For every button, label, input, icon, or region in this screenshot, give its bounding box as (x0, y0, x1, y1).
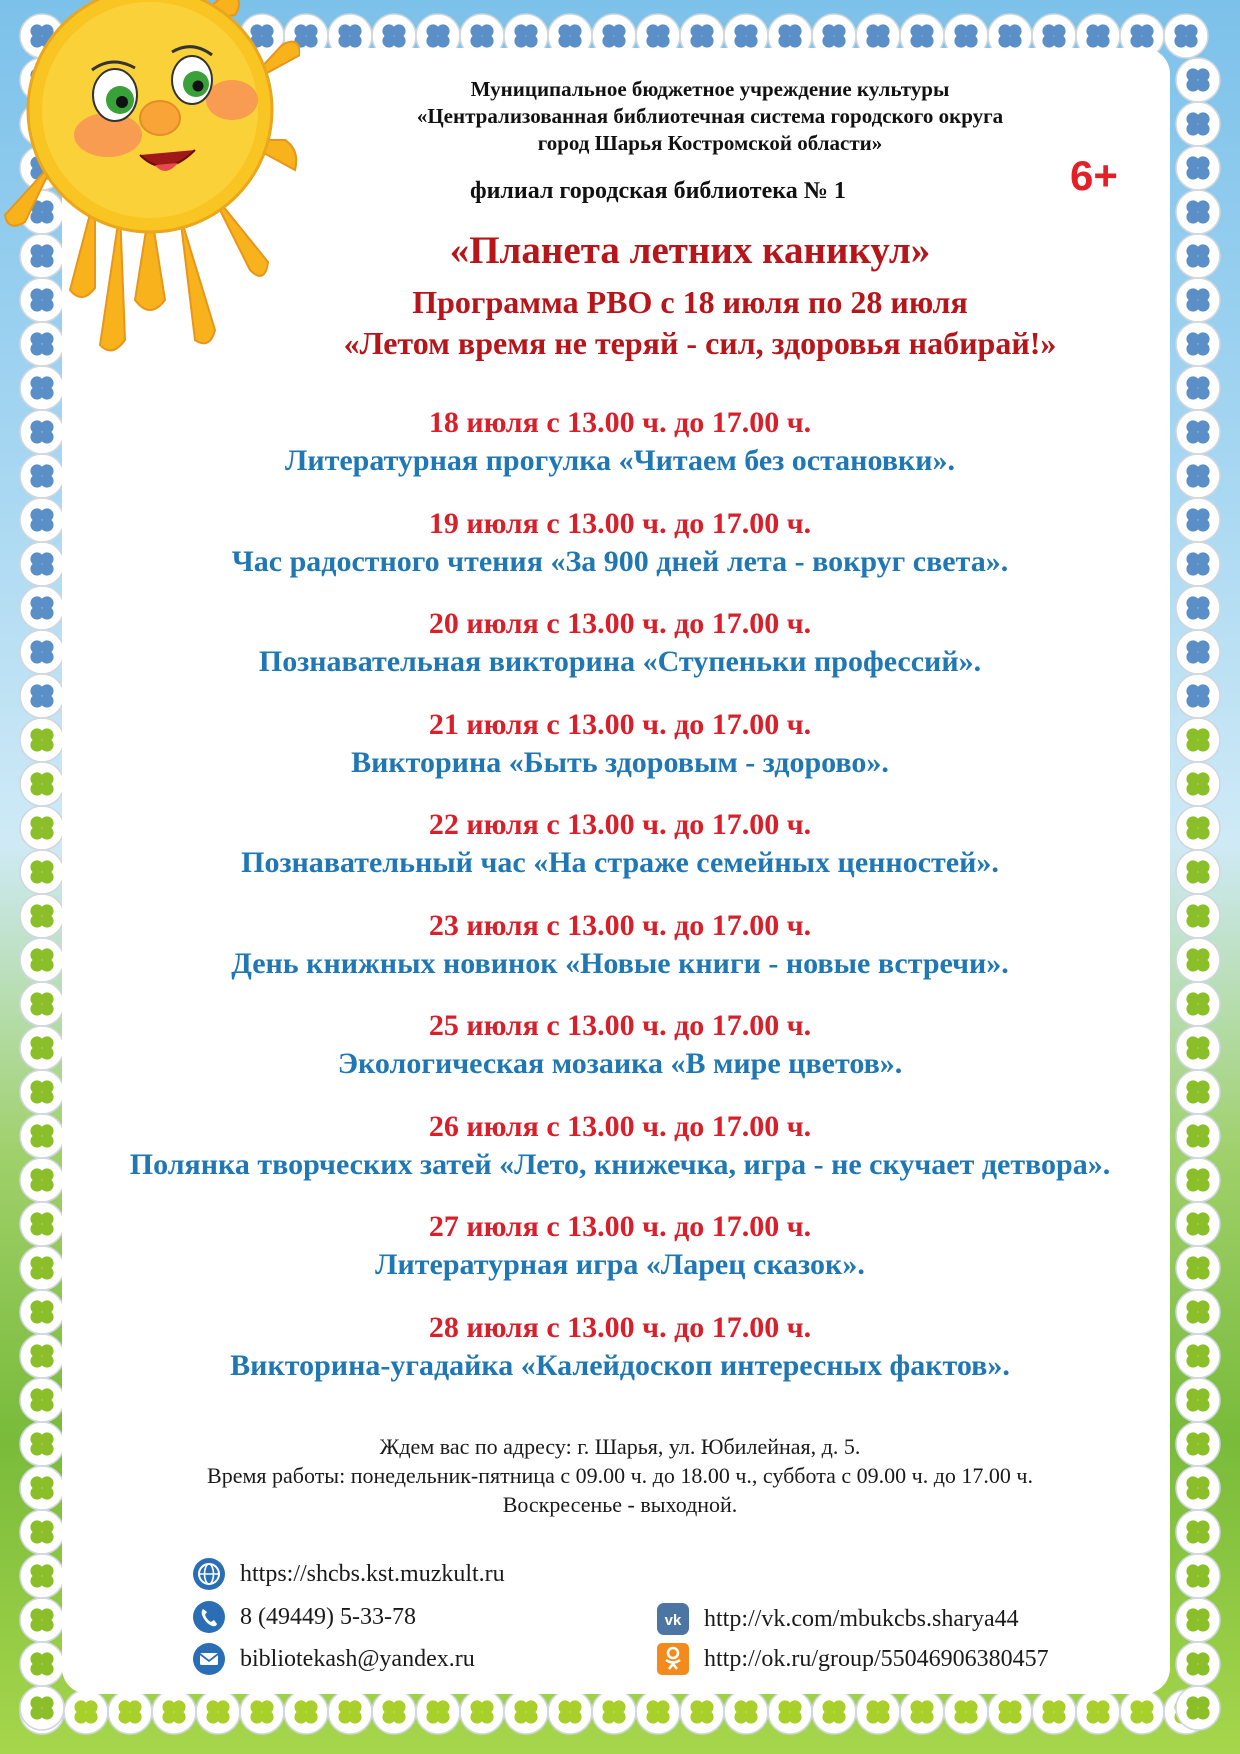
border-clover (20, 1598, 64, 1642)
events-list (80, 404, 1160, 1409)
border-clover (196, 1690, 240, 1734)
border-clover (20, 762, 64, 806)
sun-illustration (0, 0, 300, 370)
border-clover (900, 1690, 944, 1734)
border-clover (1176, 1422, 1220, 1466)
border-clover (20, 1510, 64, 1554)
border-clover (1032, 1690, 1076, 1734)
program-title: «Планета летних каникул» (449, 229, 931, 272)
event-date: 22 июля с 13.00 ч. до 17.00 ч. (428, 808, 812, 841)
program-subtitle: Программа РВО с 18 июля по 28 июля (412, 284, 968, 320)
organization-name (330, 76, 1090, 157)
org-line-3: город Шарья Костромской области» (537, 131, 883, 155)
border-clover (20, 850, 64, 894)
border-clover (1176, 234, 1220, 278)
border-clover (1176, 1026, 1220, 1070)
border-clover (1176, 1334, 1220, 1378)
border-clover (20, 1290, 64, 1334)
border-clover (1176, 982, 1220, 1026)
border-clover (1176, 630, 1220, 674)
website-link[interactable]: https://shcbs.kst.muzkult.ru (240, 1560, 505, 1587)
border-clover (20, 630, 64, 674)
email-contact[interactable] (192, 1643, 475, 1675)
border-clover (1176, 938, 1220, 982)
border-clover (1176, 1114, 1220, 1158)
ok-link[interactable]: http://ok.ru/group/55046906380457 (704, 1645, 1049, 1672)
border-clover (20, 1378, 64, 1422)
email-address[interactable]: bibliotekash@yandex.ru (240, 1645, 475, 1672)
border-clover (284, 1690, 328, 1734)
event-description: Экологическая мозаика «В мире цветов». (337, 1047, 903, 1080)
border-clover (1176, 1070, 1220, 1114)
border-clover (328, 1690, 372, 1734)
border-clover (548, 1690, 592, 1734)
border-clover (1176, 1246, 1220, 1290)
address-text: Ждем вас по адресу: г. Шарья, ул. Юбилейная, д. 5. (379, 1434, 861, 1459)
border-clover (20, 718, 64, 762)
border-clover (20, 982, 64, 1026)
border-clover (1176, 806, 1220, 850)
border-clover (1176, 102, 1220, 146)
border-clover (20, 938, 64, 982)
event-date: 27 июля с 13.00 ч. до 17.00 ч. (428, 1210, 812, 1243)
border-clover (1176, 894, 1220, 938)
border-clover (768, 1690, 812, 1734)
age-rating-badge: 6+ (1070, 152, 1118, 199)
border-clover (20, 1158, 64, 1202)
border-clover (1176, 1554, 1220, 1598)
border-clover (20, 1466, 64, 1510)
border-clover (20, 1246, 64, 1290)
border-clover (20, 366, 64, 410)
border-clover (1120, 1690, 1164, 1734)
border-clover (1176, 1598, 1220, 1642)
border-clover (1176, 410, 1220, 454)
border-clover (1164, 14, 1208, 58)
border-clover (1176, 674, 1220, 718)
org-line-1: Муниципальное бюджетное учреждение культуры (470, 77, 950, 101)
event-date: 20 июля с 13.00 ч. до 17.00 ч. (428, 607, 812, 640)
vk-icon (656, 1602, 690, 1636)
border-clover (20, 1642, 64, 1686)
event-date: 26 июля с 13.00 ч. до 17.00 ч. (428, 1109, 812, 1143)
svg-text:vk: vk (664, 1612, 682, 1629)
event-item (80, 404, 1160, 505)
border-clover (592, 1690, 636, 1734)
border-clover (1176, 718, 1220, 762)
vk-link[interactable]: http://vk.com/mbukcbs.sharya44 (704, 1605, 1019, 1632)
event-date: 25 июля с 13.00 ч. до 17.00 ч. (428, 1009, 812, 1042)
border-clover (372, 1690, 416, 1734)
border-clover (20, 1334, 64, 1378)
border-clover (1176, 1290, 1220, 1334)
border-clover (1176, 1510, 1220, 1554)
border-clover (1176, 146, 1220, 190)
mail-icon (192, 1642, 226, 1676)
border-clover (416, 1690, 460, 1734)
border-clover (460, 1690, 504, 1734)
event-item (80, 1007, 1160, 1108)
border-clover (1176, 762, 1220, 806)
border-clover (636, 1690, 680, 1734)
border-clover (1076, 1690, 1120, 1734)
event-description: Викторина-угадайка «Калейдоскоп интересных фактов». (230, 1348, 1010, 1382)
border-clover (20, 498, 64, 542)
border-clover (1176, 498, 1220, 542)
border-clover (20, 410, 64, 454)
border-clover (1176, 1466, 1220, 1510)
border-clover (856, 1690, 900, 1734)
vk-contact[interactable] (656, 1603, 1019, 1635)
border-clover (1176, 1686, 1220, 1730)
border-clover (240, 1690, 284, 1734)
border-clover (1176, 1202, 1220, 1246)
border-clover (20, 542, 64, 586)
ok-icon (656, 1642, 690, 1676)
border-clover (1176, 278, 1220, 322)
event-item (80, 806, 1160, 907)
website-contact[interactable] (192, 1558, 505, 1590)
event-description: Час радостного чтения «За 900 дней лета - вокруг света». (231, 544, 1009, 578)
border-clover (988, 1690, 1032, 1734)
event-item (80, 605, 1160, 706)
border-clover (1176, 1378, 1220, 1422)
event-description: Литературная игра «Ларец сказок». (375, 1248, 865, 1281)
org-line-2: «Централизованная библиотечная система городского округа (416, 104, 1004, 128)
border-clover (20, 1114, 64, 1158)
event-description: Познавательный час «На страже семейных ценностей». (241, 846, 999, 879)
event-item (80, 907, 1160, 1008)
event-description: Полянка творческих затей «Лето, книжечка, игра - не скучает детвора». (129, 1147, 1111, 1181)
event-description: Познавательная викторина «Ступеньки профессий». (258, 645, 982, 678)
library-info (100, 1432, 1140, 1519)
event-date: 28 июля с 13.00 ч. до 17.00 ч. (428, 1310, 812, 1344)
border-clover (20, 806, 64, 850)
phone-icon (192, 1600, 226, 1634)
border-clover (20, 586, 64, 630)
border-clover (20, 674, 64, 718)
border-clover (1176, 190, 1220, 234)
border-clover (20, 1422, 64, 1466)
event-item (80, 505, 1160, 606)
event-date: 18 июля с 13.00 ч. до 17.00 ч. (428, 406, 812, 439)
program-motto: «Летом время не теряй - сил, здоровья набирай!» (343, 325, 1057, 361)
event-item (80, 1208, 1160, 1309)
border-clover (64, 1690, 108, 1734)
event-description: День книжных новинок «Новые книги - новые встречи». (231, 946, 1009, 980)
globe-icon (192, 1557, 226, 1591)
event-item (80, 1309, 1160, 1410)
border-clover (20, 454, 64, 498)
border-clover (1176, 542, 1220, 586)
border-clover (20, 1026, 64, 1070)
border-clover (944, 1690, 988, 1734)
event-date: 19 июля с 13.00 ч. до 17.00 ч. (428, 506, 812, 540)
border-clover (1176, 58, 1220, 102)
border-clover (504, 1690, 548, 1734)
phone-contact[interactable] (192, 1601, 416, 1633)
border-clover (108, 1690, 152, 1734)
border-clover (812, 1690, 856, 1734)
border-clover (680, 1690, 724, 1734)
event-date: 21 июля с 13.00 ч. до 17.00 ч. (428, 707, 812, 741)
border-clover (1176, 850, 1220, 894)
border-clover (1176, 1158, 1220, 1202)
phone-number[interactable]: 8 (49449) 5-33-78 (240, 1603, 416, 1630)
border-clover (1176, 366, 1220, 410)
event-description: Викторина «Быть здоровым - здорово». (351, 745, 889, 779)
border-clover (20, 1202, 64, 1246)
border-clover (1176, 1642, 1220, 1686)
border-clover (20, 894, 64, 938)
border-clover (20, 1686, 64, 1730)
event-item (80, 706, 1160, 807)
branch-name: филиал городская библиотека № 1 (470, 178, 846, 204)
event-item (80, 1108, 1160, 1209)
border-clover (152, 1690, 196, 1734)
day-off-text: Воскресенье - выходной. (502, 1492, 738, 1517)
hours-text: Время работы: понедельник-пятница с 09.00 ч. до 18.00 ч., суббота с 09.00 ч. до 17.00 ч. (207, 1463, 1033, 1488)
event-date: 23 июля с 13.00 ч. до 17.00 ч. (428, 908, 812, 942)
border-clover (20, 1554, 64, 1598)
border-clover (1176, 454, 1220, 498)
border-clover (1176, 322, 1220, 366)
border-clover (724, 1690, 768, 1734)
border-clover (1176, 586, 1220, 630)
ok-contact[interactable] (656, 1643, 1049, 1675)
event-description: Литературная прогулка «Читаем без остановки». (284, 444, 955, 477)
border-clover (20, 1070, 64, 1114)
